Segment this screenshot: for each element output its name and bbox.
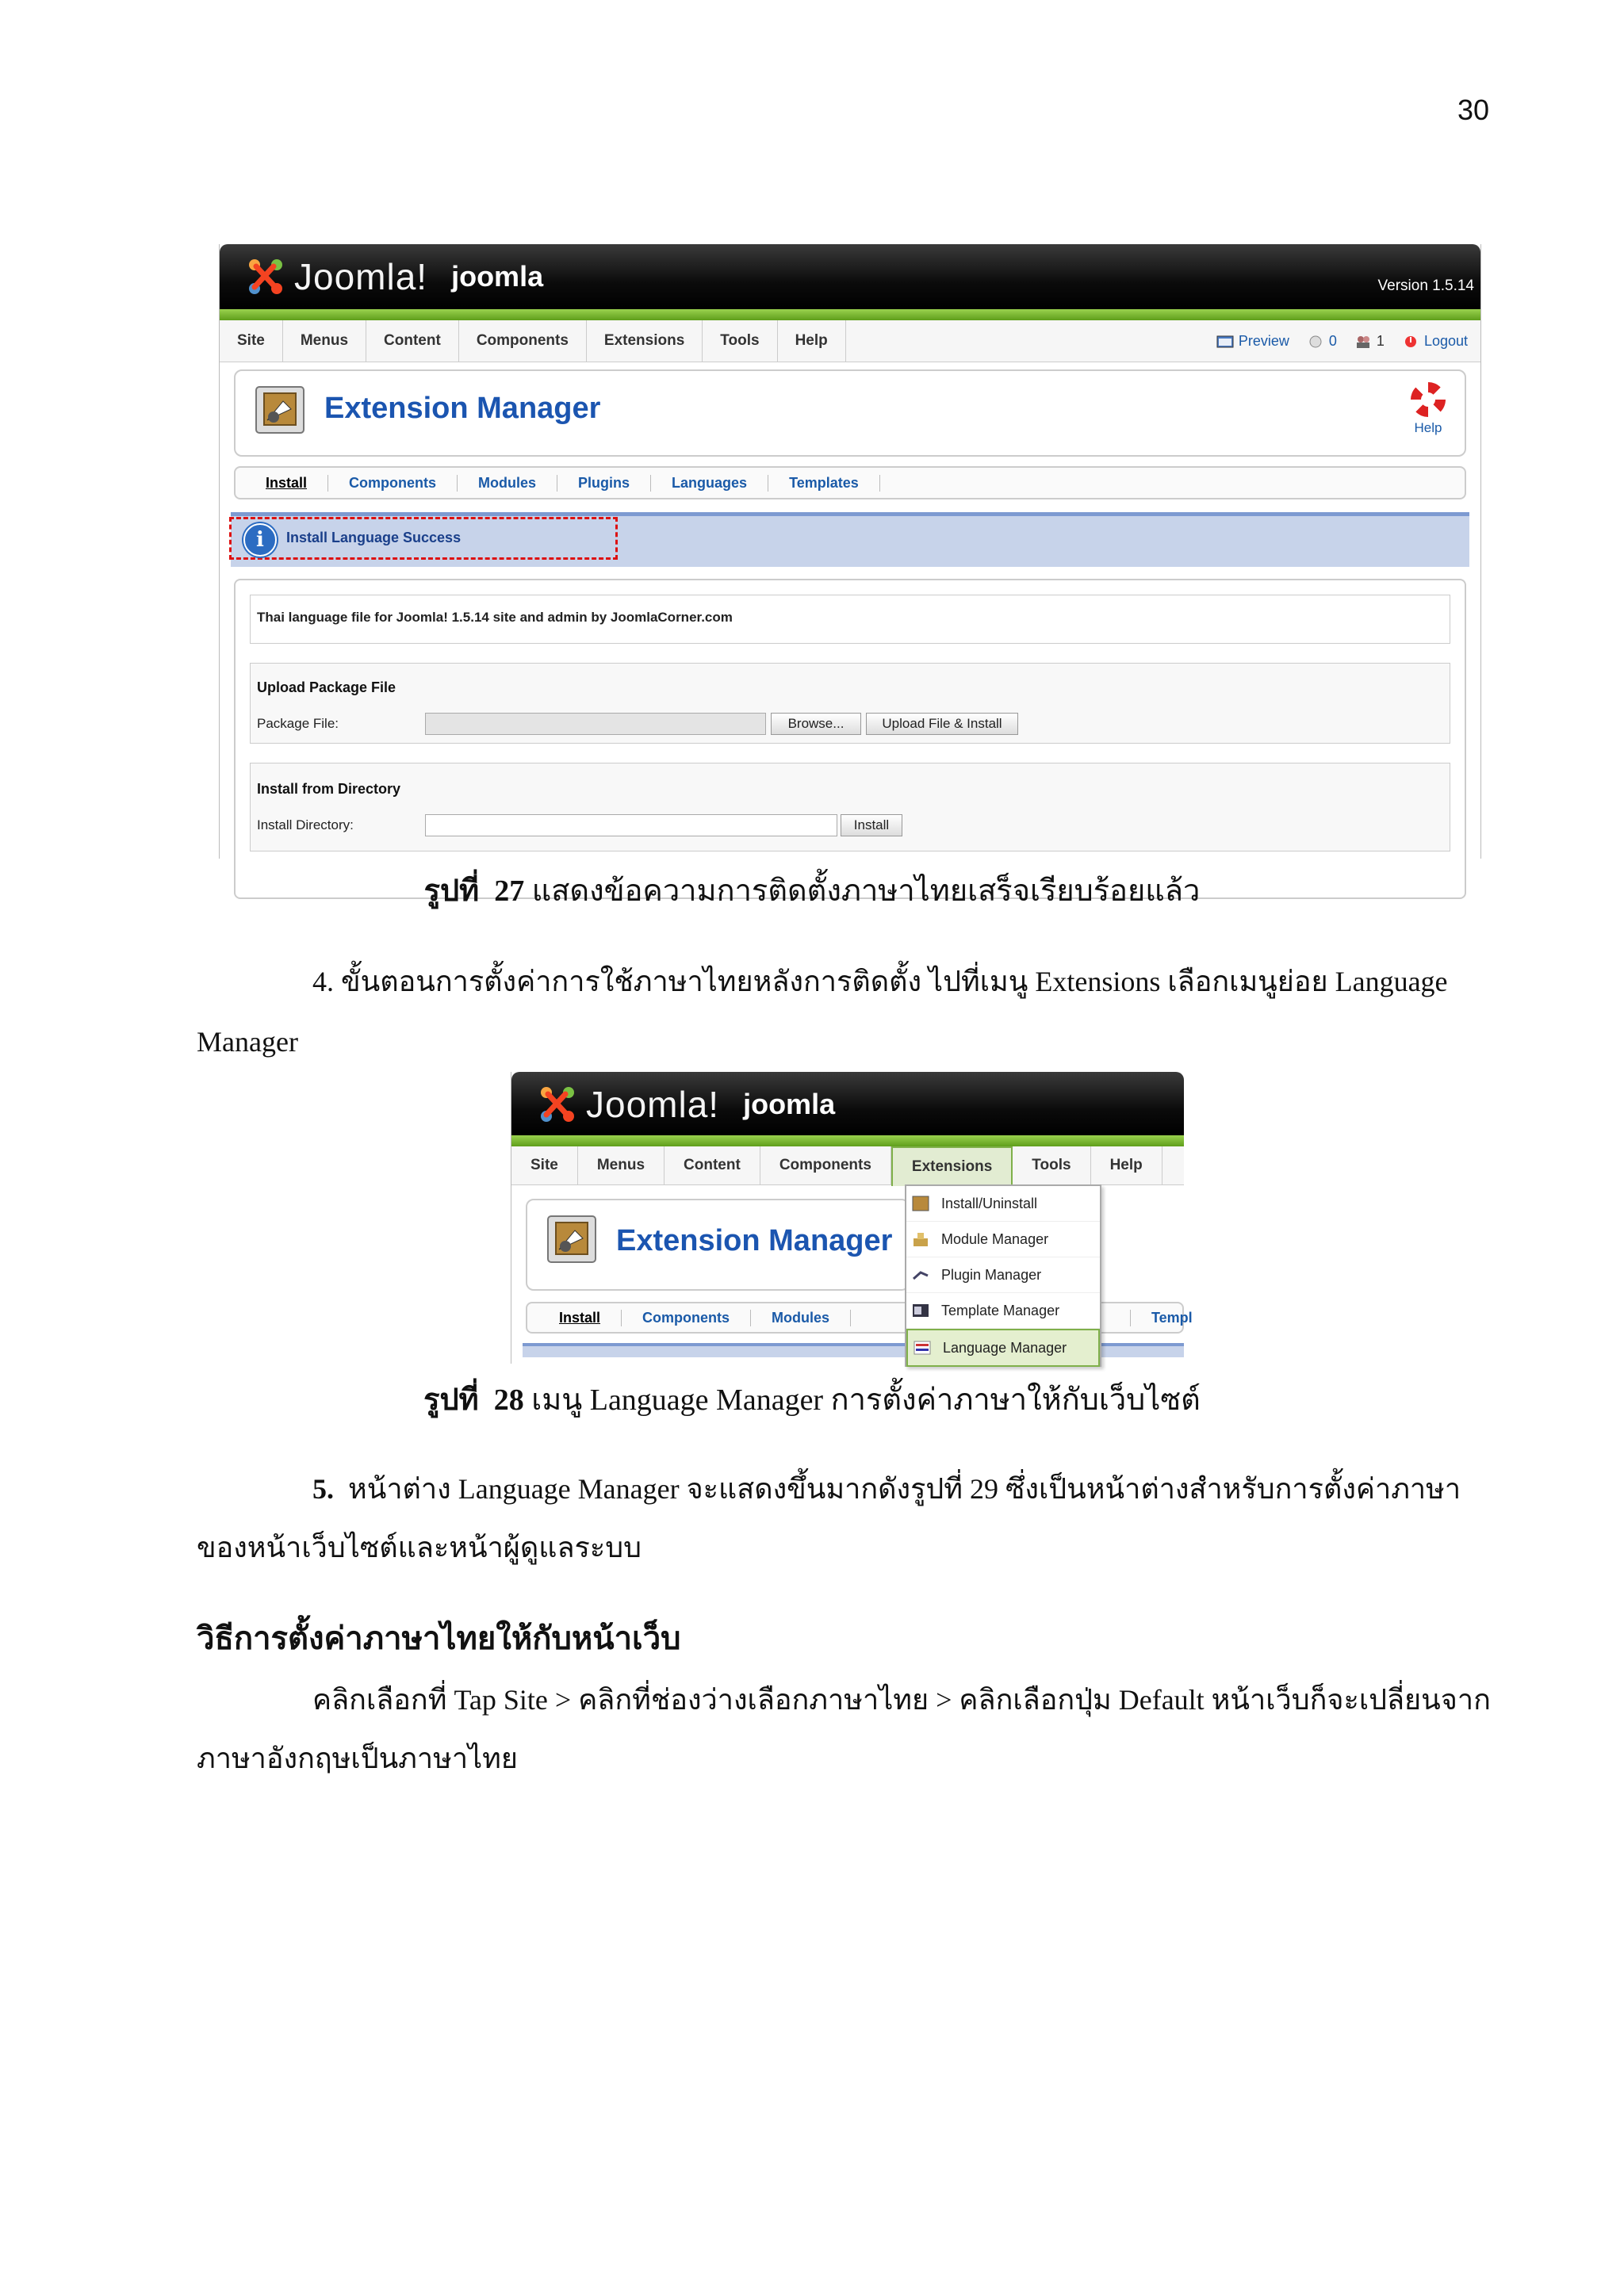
install-panel: [234, 579, 1466, 899]
figure-27-screenshot: [219, 244, 1481, 859]
upload-section-title: Upload Package File: [257, 679, 396, 695]
extension-manager-icon: [251, 382, 308, 439]
browse-button[interactable]: Browse...: [771, 713, 861, 735]
tab-install[interactable]: Install: [527, 1310, 622, 1326]
users-icon: [1354, 335, 1372, 349]
section-line-2: ภาษาอังกฤษเป็นภาษาไทย: [197, 1743, 518, 1774]
logout-link[interactable]: Logout: [1402, 333, 1468, 350]
joomla-logo-text: Joomla!: [586, 1084, 720, 1125]
dropdown-module-manager[interactable]: Module Manager: [906, 1222, 1100, 1257]
tab-templates[interactable]: Templates: [768, 475, 880, 492]
status-area: [1216, 320, 1468, 362]
tab-install[interactable]: Install: [236, 475, 328, 492]
help-button[interactable]: Help: [1404, 382, 1452, 436]
header-green-bar: [511, 1135, 1184, 1146]
dropdown-language-manager[interactable]: Language Manager: [906, 1329, 1100, 1367]
tab-modules[interactable]: Modules: [751, 1310, 851, 1326]
language-description: Thai language file for Joomla! 1.5.14 site and admin by JoomlaCorner.com: [257, 610, 733, 625]
directory-section-title: Install from Directory: [257, 781, 401, 797]
module-icon: [911, 1230, 930, 1248]
page-title-box: [234, 369, 1466, 457]
page-number: 30: [1457, 94, 1489, 126]
menu-components[interactable]: Components: [459, 320, 587, 362]
info-icon: i: [243, 523, 277, 557]
lifebuoy-icon: [1411, 382, 1446, 417]
joomla-logo: [535, 1078, 835, 1131]
section-line-1: คลิกเลือกที่ Tap Site > คลิกที่ช่องว่างเลือกภาษาไทย > คลิกเลือกปุ่ม Default หน้าเว็บก็จะเปลี่ยนจาก: [312, 1684, 1491, 1716]
menu-content[interactable]: Content: [665, 1146, 760, 1184]
language-icon: [913, 1339, 932, 1357]
upload-install-button[interactable]: Upload File & Install: [866, 713, 1018, 735]
preview-link[interactable]: Preview: [1216, 333, 1289, 350]
upload-package-section: [250, 663, 1450, 744]
section-heading: วิธีการตั้งค่าภาษาไทยให้กับหน้าเว็บ: [197, 1621, 681, 1656]
page-title-box: [526, 1199, 910, 1291]
tab-languages[interactable]: Languages: [651, 475, 768, 492]
install-directory-section: [250, 763, 1450, 851]
joomla-logo-icon: [243, 255, 286, 298]
dropdown-install-uninstall[interactable]: Install/Uninstall: [906, 1186, 1100, 1222]
template-icon: [911, 1302, 930, 1319]
tab-components[interactable]: Components: [622, 1310, 751, 1326]
tab-plugins[interactable]: Plugins: [557, 475, 651, 492]
menu-extensions[interactable]: Extensions: [891, 1146, 1013, 1186]
joomla-logo: [243, 251, 543, 303]
install-button[interactable]: Install: [841, 814, 902, 836]
menu-help[interactable]: Help: [778, 320, 846, 362]
description-box: [250, 595, 1450, 644]
joomla-header: [220, 244, 1480, 309]
step-5-line-2: ของหน้าเว็บไซต์และหน้าผู้ดูแลระบบ: [197, 1532, 642, 1563]
extension-tabs: [234, 466, 1466, 499]
page-title: Extension Manager: [324, 392, 601, 425]
figure-27-caption: รูปที่ 27 แสดงข้อความการติดตั้งภาษาไทยเสร็จเรียบร้อยแล้ว: [423, 874, 1201, 908]
joomla-logo-icon: [535, 1083, 578, 1126]
figure-28-screenshot: [511, 1072, 1193, 1364]
step-4-line-1: 4. ขั้นตอนการตั้งค่าการใช้ภาษาไทยหลังการติดตั้ง ไปที่เมนู Extensions เลือกเมนูย่อย Language: [312, 966, 1448, 997]
package-file-label: Package File:: [257, 716, 339, 731]
install-icon: [911, 1195, 930, 1212]
package-file-input[interactable]: [425, 713, 766, 735]
menu-tools[interactable]: Tools: [1013, 1146, 1090, 1184]
version-label: Version 1.5.14: [1377, 277, 1474, 294]
site-title: joomla: [451, 260, 544, 293]
menu-menus[interactable]: Menus: [283, 320, 366, 362]
menu-extensions[interactable]: Extensions: [587, 320, 703, 362]
tab-templates[interactable]: Templ: [1130, 1310, 1213, 1326]
messages-icon: [1307, 335, 1324, 349]
plugin-icon: [911, 1266, 930, 1284]
step-4-line-2: Manager: [197, 1026, 298, 1058]
logout-icon: [1402, 335, 1419, 349]
extension-manager-icon: [543, 1211, 600, 1269]
joomla-logo-text: Joomla!: [294, 256, 428, 297]
dropdown-plugin-manager[interactable]: Plugin Manager: [906, 1257, 1100, 1293]
preview-icon: [1216, 335, 1234, 349]
menu-site[interactable]: Site: [511, 1146, 578, 1184]
tab-modules[interactable]: Modules: [458, 475, 557, 492]
users-count[interactable]: 1: [1354, 333, 1385, 350]
step-5-line-1: 5. หน้าต่าง Language Manager จะแสดงขึ้นมากดังรูปที่ 29 ซึ่งเป็นหน้าต่างสำหรับการตั้งค่าภาษา: [312, 1473, 1461, 1505]
extensions-dropdown: [905, 1184, 1101, 1367]
menu-help[interactable]: Help: [1091, 1146, 1162, 1184]
dropdown-template-manager[interactable]: Template Manager: [906, 1293, 1100, 1329]
joomla-header: [511, 1072, 1184, 1135]
admin-menubar: [220, 320, 1480, 362]
tab-components[interactable]: Components: [328, 475, 458, 492]
install-directory-input[interactable]: [425, 814, 837, 836]
success-message: Install Language Success: [286, 530, 462, 545]
site-title: joomla: [743, 1088, 836, 1120]
menu-content[interactable]: Content: [366, 320, 459, 362]
messages-count[interactable]: 0: [1307, 333, 1337, 350]
menu-menus[interactable]: Menus: [578, 1146, 665, 1184]
admin-menubar: [511, 1146, 1184, 1185]
page-title: Extension Manager: [616, 1224, 893, 1257]
figure-28-caption: รูปที่ 28 เมนู Language Manager การตั้งค่าภาษาให้กับเว็บไซต์: [423, 1383, 1201, 1417]
menu-site[interactable]: Site: [220, 320, 283, 362]
menu-components[interactable]: Components: [760, 1146, 891, 1184]
install-directory-label: Install Directory:: [257, 817, 354, 832]
menu-tools[interactable]: Tools: [703, 320, 777, 362]
header-green-bar: [220, 309, 1480, 320]
